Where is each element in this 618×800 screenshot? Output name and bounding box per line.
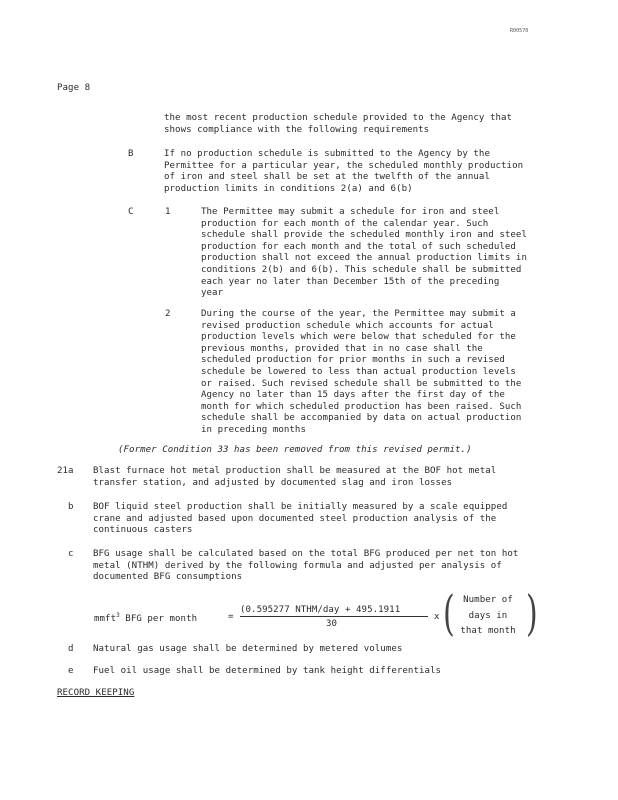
text-line: shows compliance with the following requirements <box>164 124 430 135</box>
text-line: If no production schedule is submitted to the Agency by the <box>164 149 490 159</box>
formula-fraction-bar <box>240 616 428 617</box>
text-line: schedule be lowered to less than actual production levels <box>201 366 516 377</box>
text-line: previous months, provided that in no case shall the <box>201 343 483 354</box>
formula-right-brace: ) <box>526 586 538 643</box>
text-line: transfer station, and adjusted by documented slag and iron losses <box>93 477 453 488</box>
item-21a-paragraph <box>93 466 496 489</box>
item-b-paragraph <box>164 149 523 195</box>
formula-denominator: 30 <box>326 619 338 629</box>
page-label: Page 8 <box>57 83 91 93</box>
text-line: production shall not exceed the annual production limits in <box>201 253 527 264</box>
formula-times: x <box>434 612 440 622</box>
text-line: days in <box>468 610 508 621</box>
text-line: that month <box>460 626 516 637</box>
text-line: metal (NTHM) derived by the following formula and adjusted per analysis of <box>93 560 502 571</box>
text-line: During the course of the year, the Permittee may submit a <box>201 309 516 319</box>
text-line: Number of <box>463 595 513 605</box>
item-c2-label: 2 <box>165 309 171 319</box>
item-b2-paragraph <box>93 502 507 537</box>
text-line: schedule shall provide the scheduled monthly iron and steel <box>201 230 527 241</box>
text-line: crane and adjusted based upon documented steel production analysis of the <box>93 513 497 524</box>
text-line: the most recent production schedule provided to the Agency that <box>164 113 513 123</box>
text-line: production for each month of the calendar year. Such <box>201 218 489 229</box>
text-line: The Permittee may submit a schedule for iron and steel <box>201 207 500 217</box>
formula-equals: = <box>228 612 234 622</box>
item-c2-paragraph <box>201 309 521 437</box>
text-line: revised production schedule which accounts for actual <box>201 320 494 331</box>
text-line: documented BFG consumptions <box>93 572 243 583</box>
intro-paragraph <box>164 113 512 136</box>
item-c2b-label: c <box>68 549 74 559</box>
text-line: conditions 2(b) and 6(b). This schedule shall be submitted <box>201 264 522 275</box>
item-c1-label: 1 <box>165 207 171 217</box>
text-line: schedule shall be accompanied by data on actual production <box>201 413 522 424</box>
item-e-text: Fuel oil usage shall be determined by tank height differentials <box>93 666 442 676</box>
document-stamp: R00570 <box>510 28 529 34</box>
text-line: Blast furnace hot metal production shall be measured at the BOF hot metal <box>93 466 497 476</box>
item-c1-paragraph <box>201 207 527 300</box>
text-line: production levels which were below that scheduled for the <box>201 332 516 343</box>
text-line: month for which scheduled production has been raised. Such <box>201 401 522 412</box>
item-d-text: Natural gas usage shall be determined by metered volumes <box>93 644 403 654</box>
item-e-label: e <box>68 666 74 676</box>
formula-lhs-unit: mmft <box>94 614 117 624</box>
item-d-label: d <box>68 644 74 654</box>
item-b2-label: b <box>68 502 74 512</box>
text-line: of iron and steel shall be set at the twelfth of the annual <box>164 172 490 183</box>
item-b-label: B <box>128 149 134 159</box>
text-line: year <box>201 288 224 299</box>
text-line: BOF liquid steel production shall be initially measured by a scale equipped <box>93 502 508 512</box>
item-21a-label: 21a <box>57 466 74 476</box>
formula-lhs <box>94 611 198 624</box>
formula-numerator: (0.595277 NTHM/day + 495.1911 <box>240 605 401 615</box>
text-line: continuous casters <box>93 525 193 536</box>
text-line: each year no later than December 15th of the preceding <box>201 276 500 287</box>
formula-lhs-label: BFG per month <box>119 614 198 624</box>
text-line: or raised. Such revised schedule shall be submitted to the <box>201 378 522 389</box>
section-heading-record-keeping: RECORD KEEPING <box>57 688 135 698</box>
item-c-label: C <box>128 207 134 217</box>
text-line: BFG usage shall be calculated based on the total BFG produced per net ton hot <box>93 549 519 559</box>
text-line: Permittee for a particular year, the scheduled monthly production <box>164 160 524 171</box>
item-c2b-paragraph <box>93 549 518 584</box>
former-condition-note: (Former Condition 33 has been removed from this revised permit.) <box>118 445 472 455</box>
text-line: production for each month and the total of such scheduled <box>201 241 516 252</box>
text-line: production limits in conditions 2(a) and 6(b) <box>164 183 413 194</box>
text-line: Agency no later than 15 days after the first day of the <box>201 390 505 401</box>
formula-lhs-exponent: 3 <box>116 611 120 619</box>
formula-bracket-content <box>452 595 524 638</box>
formula-left-brace: ( <box>443 586 455 643</box>
text-line: scheduled production for prior months in such a revised <box>201 355 505 366</box>
text-line: in preceding months <box>201 424 306 435</box>
